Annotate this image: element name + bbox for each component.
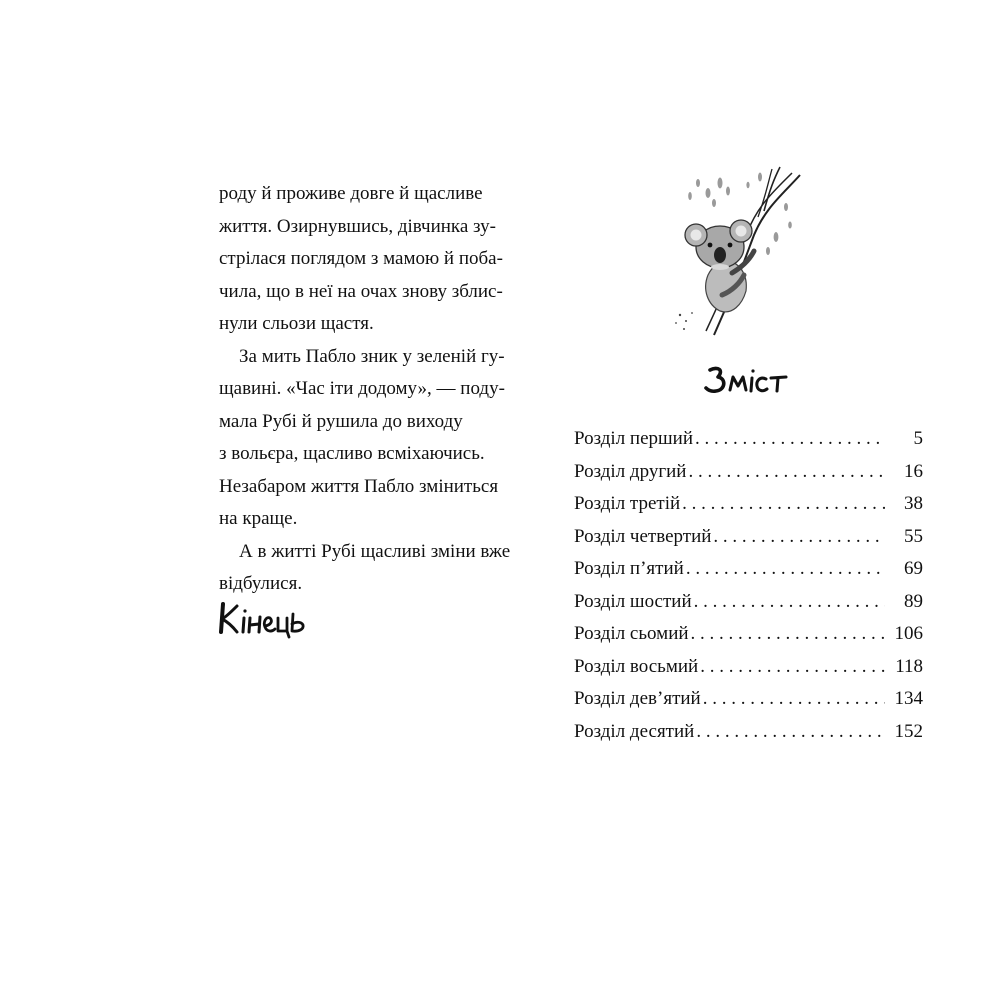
text-line: чила, що в неї на очах знову зблис- <box>219 280 503 302</box>
toc-chapter-name: Розділ шостий <box>574 590 692 612</box>
ending-title-lettering <box>215 596 315 640</box>
toc-entry[interactable] <box>574 521 923 554</box>
toc-page-number: 106 <box>894 623 923 644</box>
text-line: мала Рубі й рушила до виходу <box>219 410 463 432</box>
text-line: А в житті Рубі щасливі зміни вже <box>239 540 511 562</box>
paragraph-3 <box>219 536 511 601</box>
text-line: стрілася поглядом з мамою й поба- <box>219 248 503 269</box>
toc-title-lettering <box>700 360 800 400</box>
toc-chapter-name: Розділ четвертий <box>574 525 712 547</box>
toc-leader-dots <box>694 586 885 619</box>
toc-page-number: 16 <box>904 460 923 482</box>
text-line: нули сльози щастя. <box>219 313 374 334</box>
toc-leader-dots <box>696 716 885 749</box>
toc-page-number: 55 <box>904 525 923 547</box>
toc-chapter-name: Розділ дев’ятий <box>574 688 701 709</box>
toc-leader-dots <box>695 423 885 456</box>
text-line: Незабаром життя Пабло зміниться <box>219 475 499 497</box>
toc-entry[interactable] <box>574 488 923 521</box>
text-line: з вольєра, щасливо всміхаючись. <box>219 443 485 464</box>
toc-entry[interactable] <box>574 716 923 749</box>
toc-entry[interactable] <box>574 683 923 716</box>
text-line: За мить Пабло зник у зеленій гу- <box>239 345 505 367</box>
toc-chapter-name: Розділ восьмий <box>574 655 699 677</box>
toc-entry[interactable] <box>574 618 923 651</box>
toc-entry[interactable] <box>574 651 923 684</box>
toc-leader-dots <box>713 521 885 554</box>
table-of-contents <box>574 423 923 748</box>
toc-chapter-name: Розділ десятий <box>574 720 695 742</box>
text-line: щавині. «Час іти додому», — поду- <box>219 378 505 399</box>
toc-entry[interactable] <box>574 423 923 456</box>
paragraph-2 <box>219 341 505 536</box>
text-line: роду й проживе довге й щасливе <box>219 183 483 204</box>
text-line: на краще. <box>219 508 298 529</box>
toc-chapter-name: Розділ перший <box>574 428 694 449</box>
left-page-text <box>219 178 511 601</box>
toc-page-number: 89 <box>904 590 923 612</box>
toc-chapter-name: Розділ сьомий <box>574 623 689 644</box>
toc-page-number: 134 <box>894 688 923 709</box>
toc-chapter-name: Розділ другий <box>574 460 687 482</box>
toc-entry[interactable] <box>574 456 923 489</box>
koala-illustration <box>662 155 807 350</box>
toc-page-number: 69 <box>904 558 923 579</box>
toc-leader-dots <box>703 683 885 716</box>
toc-leader-dots <box>682 488 885 521</box>
text-line: життя. Озирнувшись, дівчинка зу- <box>219 215 496 237</box>
toc-leader-dots <box>691 618 885 651</box>
toc-entry[interactable] <box>574 553 923 586</box>
text-line: відбулися. <box>219 573 303 594</box>
toc-page-number: 5 <box>913 428 923 449</box>
toc-chapter-name: Розділ третій <box>574 493 681 514</box>
toc-entry[interactable] <box>574 586 923 619</box>
toc-page-number: 38 <box>904 493 923 514</box>
toc-page-number: 118 <box>895 655 923 677</box>
toc-page-number: 152 <box>894 720 923 742</box>
paragraph-1 <box>219 178 503 341</box>
toc-leader-dots <box>700 651 885 684</box>
toc-leader-dots <box>688 456 885 489</box>
toc-chapter-name: Розділ п’ятий <box>574 558 684 579</box>
toc-leader-dots <box>686 553 885 586</box>
